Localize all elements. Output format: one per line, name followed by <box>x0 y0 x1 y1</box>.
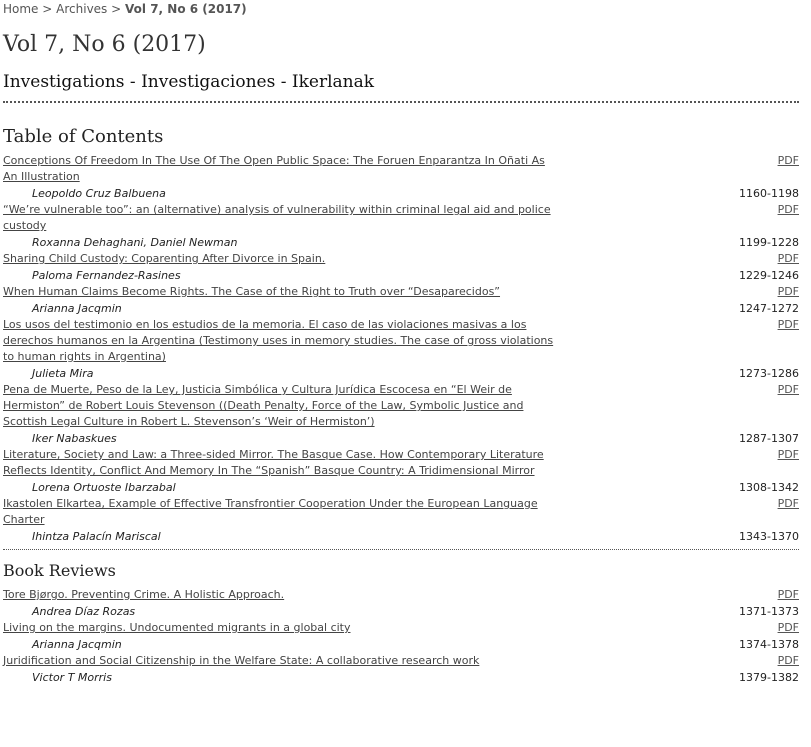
review-authors: Victor T Morris <box>32 671 112 684</box>
page-title: Vol 7, No 6 (2017) <box>3 32 206 57</box>
article-pages: 1343-1370 <box>739 530 799 543</box>
reviews-article-list <box>3 587 799 686</box>
article-title-link[interactable]: When Human Claims Become Rights. The Case of the Right to Truth over “Desaparecidos” <box>3 285 501 298</box>
article-authors: Arianna Jacqmin <box>32 302 122 315</box>
article-entry <box>3 317 799 382</box>
article-authors: Lorena Ortuoste Ibarzabal <box>32 481 176 494</box>
review-pages: 1379-1382 <box>739 671 799 684</box>
pdf-link[interactable]: PDF <box>777 318 799 331</box>
toc-article-list <box>3 153 799 545</box>
review-authors: Andrea Díaz Rozas <box>32 605 136 618</box>
book-reviews-heading: Book Reviews <box>3 561 116 580</box>
section-divider <box>3 549 799 550</box>
review-entry <box>3 620 799 653</box>
article-pages: 1247-1272 <box>739 302 799 315</box>
article-entry <box>3 382 799 447</box>
article-title-link[interactable]: Literature, Society and Law: a Three-sided Mirror. The Basque Case. How Contemporary Literature Reflects Identity, Conflict And Memory In The “Spanish” Basque Country: A Tridimensional Mirror <box>3 448 544 477</box>
review-title-link[interactable]: Juridification and Social Citizenship in the Welfare State: A collaborative research work <box>3 654 480 667</box>
review-title-link[interactable]: Living on the margins. Undocumented migrants in a global city <box>3 621 351 634</box>
article-pages: 1160-1198 <box>739 187 799 200</box>
article-entry <box>3 496 799 545</box>
pdf-link[interactable]: PDF <box>777 203 799 216</box>
article-entry <box>3 202 799 251</box>
article-title-link[interactable]: Ikastolen Elkartea, Example of Effective Transfrontier Cooperation Under the European Language Charter <box>3 497 538 526</box>
article-pages: 1199-1228 <box>739 236 799 249</box>
pdf-link[interactable]: PDF <box>777 448 799 461</box>
review-entry <box>3 587 799 620</box>
pdf-link[interactable]: PDF <box>777 621 799 634</box>
pdf-link[interactable]: PDF <box>777 383 799 396</box>
article-entry <box>3 447 799 496</box>
article-title-link[interactable]: Conceptions Of Freedom In The Use Of The Open Public Space: The Foruen Enparantza In Oñati As An Illustration <box>3 154 545 183</box>
article-entry <box>3 251 799 284</box>
article-title-link[interactable]: Sharing Child Custody: Coparenting After Divorce in Spain. <box>3 252 326 265</box>
article-title-link[interactable]: Los usos del testimonio en los estudios de la memoria. El caso de las violaciones masivas a los derechos humanos en la Argentina (Testimony uses in memory studies. The case of gross violations to human rights in Argentina) <box>3 318 554 363</box>
page-content <box>3 0 799 686</box>
article-title-link[interactable]: Pena de Muerte, Peso de la Ley, Justicia Simbólica y Cultura Jurídica Escocesa en “El Weir de Hermiston” de Robert Louis Stevenson ((Death Penalty, Force of the Law, Symbolic Justice and Scottish Legal Culture in Robert L. Stevenson’s ‘Weir of Hermiston’) <box>3 383 524 428</box>
article-authors: Paloma Fernandez-Rasines <box>32 269 181 282</box>
review-entry <box>3 653 799 686</box>
pdf-link[interactable]: PDF <box>777 654 799 667</box>
pdf-link[interactable]: PDF <box>777 497 799 510</box>
breadcrumb-archives-link[interactable]: Archives <box>56 2 108 16</box>
article-pages: 1287-1307 <box>739 432 799 445</box>
toc-heading: Table of Contents <box>3 126 164 147</box>
article-entry <box>3 284 799 317</box>
pdf-link[interactable]: PDF <box>777 252 799 265</box>
review-title-link[interactable]: Tore Bjørgo. Preventing Crime. A Holistic Approach. <box>3 588 285 601</box>
article-entry <box>3 153 799 202</box>
issue-section-heading: Investigations - Investigaciones - Ikerlanak <box>3 72 375 92</box>
breadcrumb <box>3 0 799 18</box>
article-pages: 1273-1286 <box>739 367 799 380</box>
article-authors: Julieta Mira <box>32 367 94 380</box>
article-authors: Ihintza Palacín Mariscal <box>32 530 161 543</box>
review-pages: 1371-1373 <box>739 605 799 618</box>
article-authors: Iker Nabaskues <box>32 432 117 445</box>
breadcrumb-home-link[interactable]: Home <box>3 2 39 16</box>
review-authors: Arianna Jacqmin <box>32 638 122 651</box>
section-divider <box>3 101 799 103</box>
article-authors: Roxanna Dehaghani, Daniel Newman <box>32 236 238 249</box>
breadcrumb-separator: > <box>111 2 122 16</box>
pdf-link[interactable]: PDF <box>777 285 799 298</box>
article-authors: Leopoldo Cruz Balbuena <box>32 187 166 200</box>
review-pages: 1374-1378 <box>739 638 799 651</box>
pdf-link[interactable]: PDF <box>777 154 799 167</box>
breadcrumb-current: Vol 7, No 6 (2017) <box>125 2 247 16</box>
article-pages: 1308-1342 <box>739 481 799 494</box>
article-pages: 1229-1246 <box>739 269 799 282</box>
article-title-link[interactable]: “We’re vulnerable too”: an (alternative) analysis of vulnerability within criminal legal aid and police custody <box>3 203 551 232</box>
breadcrumb-separator: > <box>42 2 53 16</box>
pdf-link[interactable]: PDF <box>777 588 799 601</box>
